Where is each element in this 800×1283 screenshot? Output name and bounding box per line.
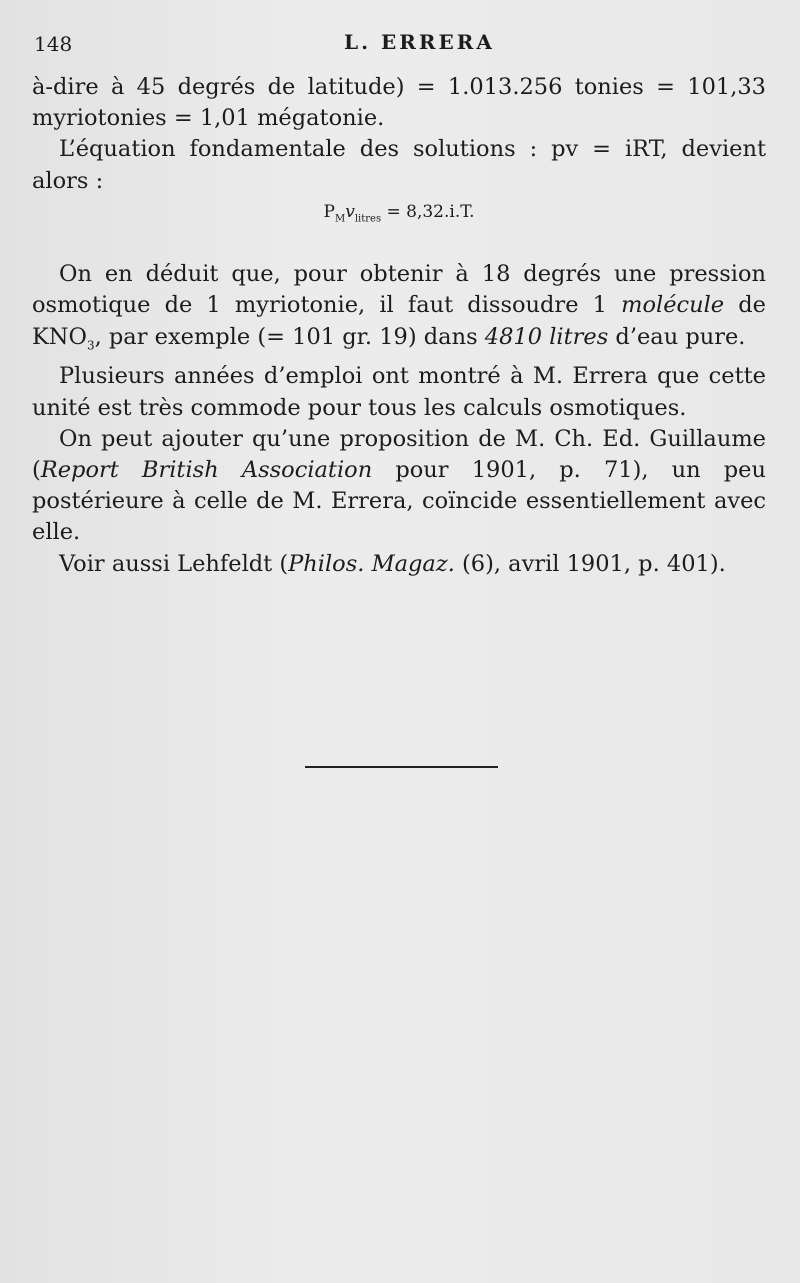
- bleed-through: [40, 540, 760, 1220]
- formula: $P_Mv_{litres} = 8,32.i.T$.: [323, 201, 475, 225]
- paragraph-guillaume: On peut ajouter qu’une proposition de M. Ch. Ed. Guillaume (Report British Association pour 1901, p. 71), un peu postérieure à celle de M. Errera, coïncide essentiellement avec elle.: [32, 425, 766, 546]
- page-number: 148: [34, 32, 73, 56]
- paragraph-lehfeldt: Voir aussi Lehfeldt (Philos. Magaz. (6), avril 1901, p. 401).: [59, 550, 726, 577]
- main-text: [32, 72, 766, 580]
- paragraph-deduction: On en déduit que, pour obtenir à 18 degrés une pression osmotique de 1 myriotonie, il faut dissoudre 1 molécule de $KNO_3$, par exemple (= 101 gr. 19) dans 4810 litres d’eau pure.: [32, 261, 766, 353]
- page-header: [34, 28, 760, 64]
- paragraph-usage: Plusieurs années d’emploi ont montré à M. Errera que cette unité est très commode pour tous les calculs osmotiques.: [32, 363, 766, 421]
- end-rule: [305, 766, 498, 768]
- running-title: L. ERRERA: [344, 30, 495, 54]
- paragraph-latitude: à-dire à 45 degrés de latitude) = 1.013.256 tonies = 101,33 myriotonies = 1,01 mégatonie.: [32, 74, 766, 132]
- paragraph-equation: L’équation fondamentale des solutions : pv = iRT, devient alors :: [32, 136, 766, 194]
